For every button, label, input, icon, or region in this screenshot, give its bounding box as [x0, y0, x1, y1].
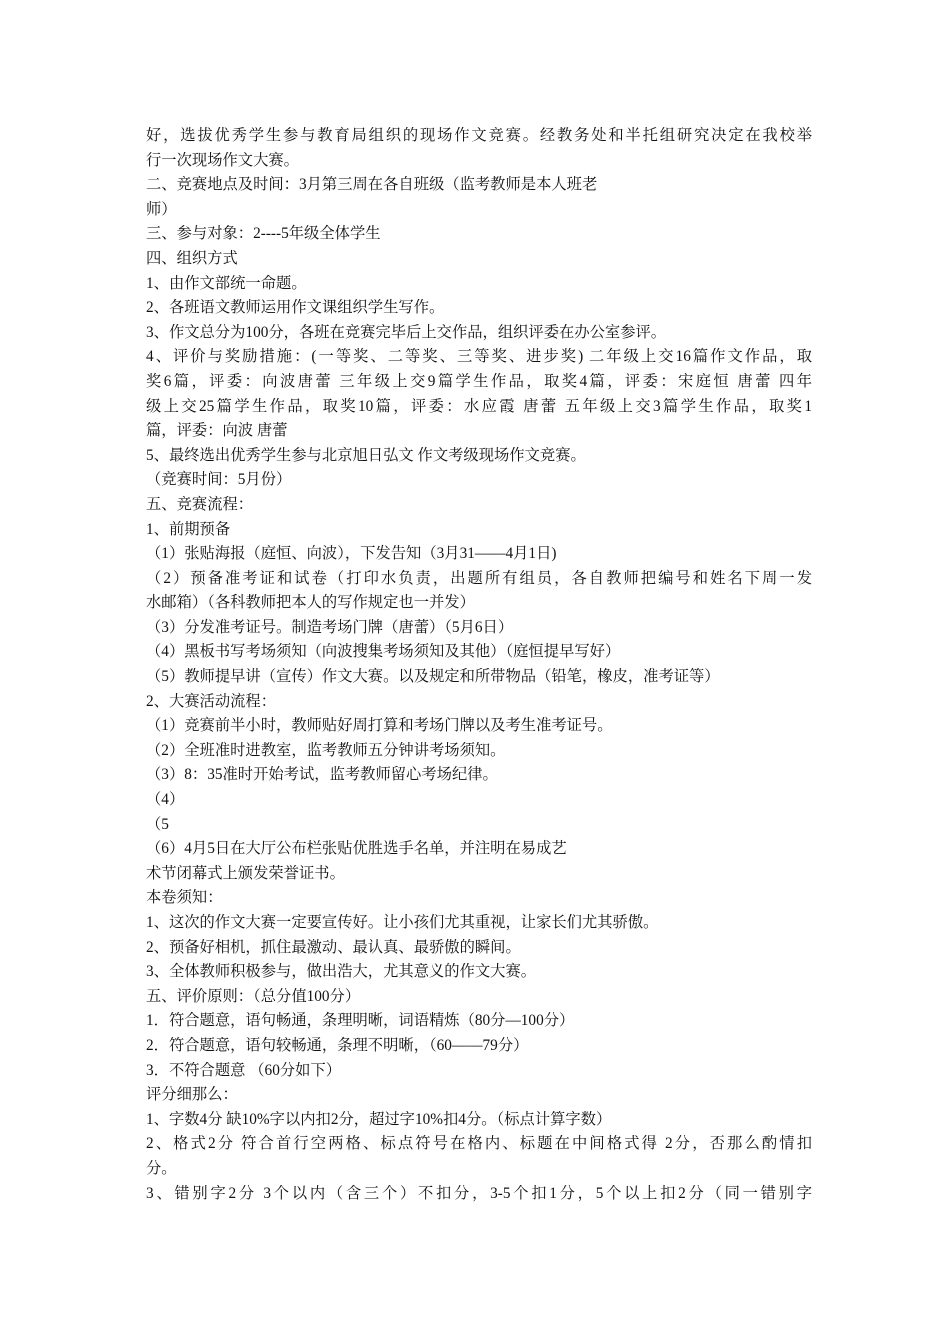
text-line: （1）张贴海报（庭恒、向波），下发告知（3月31——4月1日) [146, 545, 557, 563]
text-line: 2、预备好相机，抓住最激动、最认真、最骄傲的瞬间。 [146, 938, 521, 956]
text-line: （4） [146, 791, 185, 809]
text-line: 评分细那么： [146, 1086, 238, 1104]
text-line: （6）4月5日在大厅公布栏张贴优胜选手名单，并注明在易成艺 [146, 840, 567, 858]
text-line: 五、竞赛流程： [146, 495, 254, 513]
text-line: 三、参与对象：2----5年级全体学生 [146, 225, 381, 243]
text-line: 术节闭幕式上颁发荣誉证书。 [146, 864, 345, 882]
text-line: （3）8：35准时开始考试，监考教师留心考场纪律。 [146, 766, 498, 784]
text-line: （竞赛时间：5月份） [146, 471, 292, 489]
text-line: 二、竞赛地点及时间：3月第三周在各自班级（监考教师是本人班老 [146, 176, 598, 194]
text-line: 3、全体教师积极参与，做出浩大，尤其意义的作文大赛。 [146, 963, 537, 981]
text-line: 五、评价原则：（总分值100分） [146, 987, 361, 1005]
text-line: 分。 [146, 1159, 177, 1177]
text-line: 2．符合题意，语句较畅通，条理不明晰，（60——79分） [146, 1036, 529, 1054]
text-line: （3）分发准考证号。制造考场门牌（唐蕾）（5月6日） [146, 618, 514, 636]
text-line: 行一次现场作文大赛。 [146, 151, 299, 169]
text-line: （2）预备准考证和试卷（打印水负责，出题所有组员，各自教师把编号和姓名下周一发 [146, 569, 812, 587]
text-line: 2、格式2分 符合首行空两格、标点符号在格内、标题在中间格式得 2分，否那么酌情扣 [146, 1135, 812, 1153]
text-line: （4）黑板书写考场须知（向波搜集考场须知及其他）（庭恒提早写好） [146, 643, 621, 661]
text-line: 四、组织方式 [146, 249, 238, 267]
text-line: 1．符合题意，语句畅通，条理明晰，词语精炼（80分—100分） [146, 1012, 575, 1030]
text-line: 2、大赛活动流程： [146, 692, 277, 710]
text-line: 本卷须知： [146, 889, 223, 907]
text-line: 篇，评委：向波 唐蕾 [146, 422, 288, 440]
text-line: 级上交25篇学生作品，取奖10篇，评委：水应霞 唐蕾 五年级上交3篇学生作品，取奖1 [146, 397, 812, 415]
text-line: 1、由作文部统一命题。 [146, 274, 307, 292]
text-line: 水邮箱）（各科教师把本人的写作规定也一并发） [146, 594, 475, 612]
text-line: 奖6篇，评委：向波唐蕾 三年级上交9篇学生作品，取奖4篇，评委：宋庭恒 唐蕾 四年 [146, 372, 812, 390]
document-body [146, 124, 812, 1206]
text-line: 1、前期预备 [146, 520, 231, 538]
text-line: 4、评价与奖励措施：(一等奖、二等奖、三等奖、进步奖) 二年级上交16篇作文作品，取 [146, 348, 812, 366]
text-line: （1）竞赛前半小时，教师贴好周打算和考场门牌以及考生准考证号。 [146, 717, 613, 735]
text-line: 3、作文总分为100分，各班在竞赛完毕后上交作品，组织评委在办公室参评。 [146, 323, 667, 341]
text-line: 师） [146, 200, 177, 218]
text-line: 5、最终选出优秀学生参与北京旭日弘文 作文考级现场作文竞赛。 [146, 446, 586, 464]
text-line: 好，选拔优秀学生参与教育局组织的现场作文竞赛。经教务处和半托组研究决定在我校举 [146, 127, 812, 144]
text-line: 3．不符合题意 （60分如下） [146, 1061, 342, 1079]
text-line: （5 [146, 815, 169, 833]
text-line: 1、字数4分 缺10%字以内扣2分，超过字10%扣4分。（标点计算字数） [146, 1110, 612, 1128]
text-line: （2）全班准时进教室，监考教师五分钟讲考场须知。 [146, 741, 506, 759]
text-line: 1、这次的作文大赛一定要宣传好。让小孩们尤其重视，让家长们尤其骄傲。 [146, 914, 659, 931]
text-line: 2、各班语文教师运用作文课组织学生写作。 [146, 299, 445, 317]
text-line: （5）教师提早讲（宣传）作文大赛。以及规定和所带物品（铅笔，橡皮，准考证等） [146, 668, 720, 686]
text-line: 3、错别字2分 3个以内（含三个）不扣分，3-5个扣1分，5个以上扣2分（同一错别字 [146, 1184, 812, 1202]
